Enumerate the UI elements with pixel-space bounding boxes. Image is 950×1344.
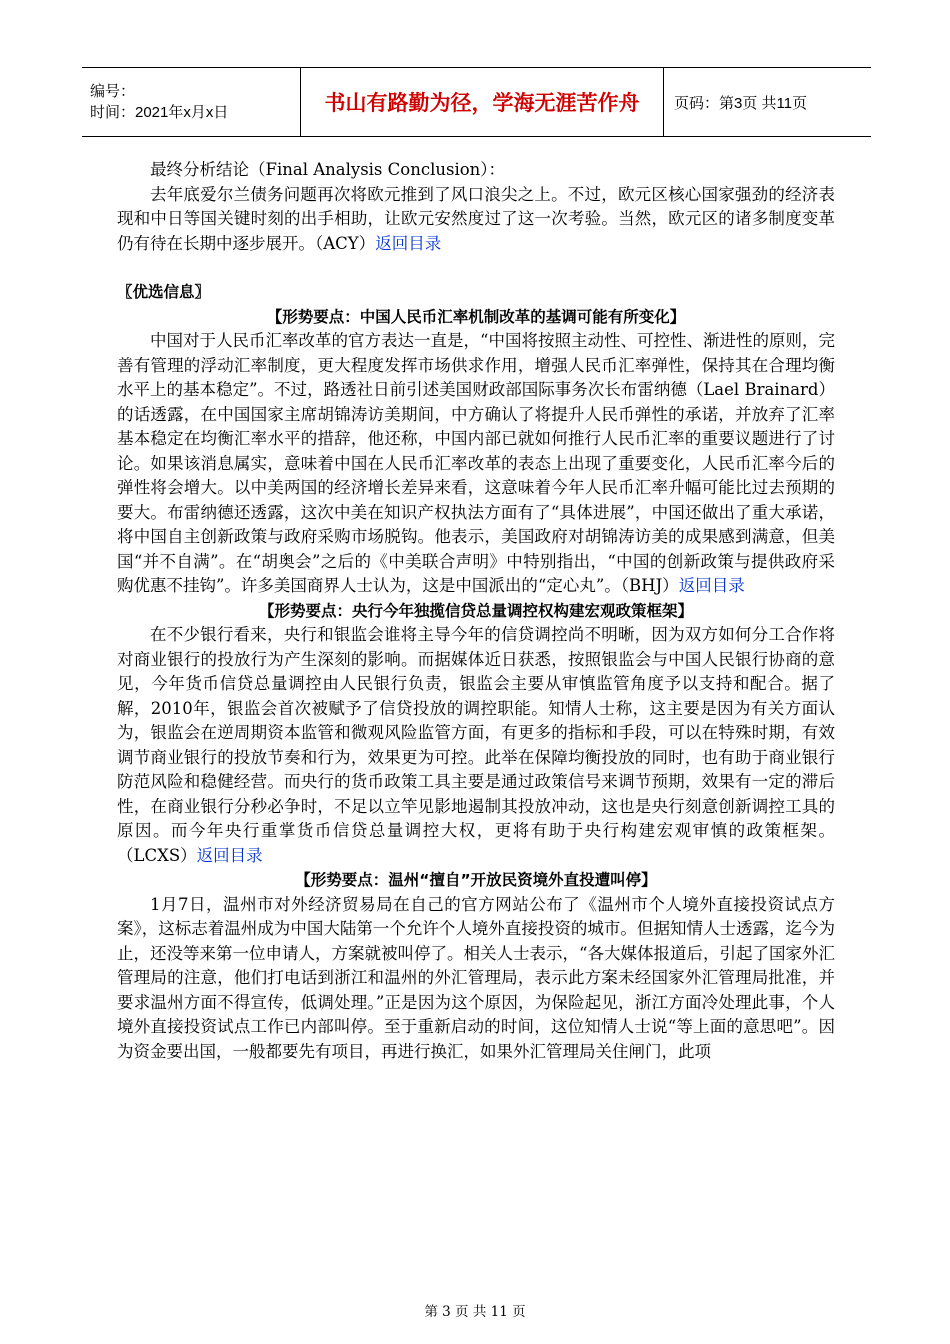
- document-body: [117, 158, 835, 1064]
- article-heading: 【形势要点：中国人民币汇率机制改革的基调可能有所变化】: [266, 307, 686, 326]
- back-to-toc-link[interactable]: 返回目录: [196, 845, 263, 865]
- article-paragraph: [117, 893, 835, 1065]
- header-page-info: 页码：第3页 共11页: [674, 94, 808, 112]
- article-paragraph: [117, 329, 835, 599]
- page-footer: 第 3 页 共 11 页: [424, 1304, 526, 1320]
- header-number-label: 编号：: [90, 83, 136, 100]
- article-heading: 【形势要点：央行今年独揽信贷总量调控权构建宏观政策框架】: [258, 601, 693, 620]
- section-title: 〖优选信息〗: [117, 283, 211, 301]
- header-motto: 书山有路勤为径，学海无涯苦作舟: [301, 68, 664, 136]
- spacer: [117, 256, 835, 280]
- article-heading: 【形势要点：温州“擅自”开放民资境外直投遭叫停】: [295, 871, 657, 889]
- conclusion-paragraph: [117, 183, 835, 257]
- header-info: [82, 68, 301, 136]
- back-to-toc-link[interactable]: 返回目录: [678, 576, 745, 595]
- conclusion-title: 最终分析结论（Final Analysis Conclusion）：: [150, 160, 506, 179]
- back-to-toc-link[interactable]: 返回目录: [375, 233, 442, 253]
- page-header: [82, 67, 871, 137]
- conclusion-body: 去年底爱尔兰债务问题再次将欧元推到了风口浪尖之上。不过，欧元区核心国家强劲的经济表现和中日等国关键时刻的出手相助，让欧元安然度过了这一次考验。当然，欧元区的诸多制度变革仍有待在长期中逐步展开。（ACY）: [117, 184, 835, 253]
- article-body: 在不少银行看来，央行和银监会谁将主导今年的信贷调控尚不明晰，因为双方如何分工合作将对商业银行的投放行为产生深刻的影响。而据媒体近日获悉，按照银监会与中国人民银行协商的意见，今年货币信贷总量调控由人民银行负责，银监会主要从审慎监管角度予以支持和配合。据了解，2010年，银监会首次被赋予了信贷投放的调控职能。知情人士称，这主要是因为有关方面认为，银监会在逆周期资本监管和微观风险监管方面，有更多的指标和手段，可以在特殊时期，有效调节商业银行的投放节奏和行为，效果更为可控。此举在保障均衡投放的同时，也有助于商业银行防范风险和稳健经营。而央行的货币政策工具主要是通过政策信号来调节预期，效果有一定的滞后性，在商业银行分秒必争时，不足以立竿见影地遏制其投放冲动，这也是央行刻意创新调控工具的原因。而今年央行重掌货币信贷总量调控大权，更将有助于央行构建宏观审慎的政策框架。（LCXS）: [117, 625, 835, 865]
- article-paragraph: [117, 623, 835, 868]
- header-time-label: 时间：2021年x月x日: [90, 104, 229, 121]
- article-body: 中国对于人民币汇率改革的官方表达一直是，“中国将按照主动性、可控性、渐进性的原则，完善有管理的浮动汇率制度，更大程度发挥市场供求作用，增强人民币汇率弹性，保持其在合理均衡水平上的基本稳定”。不过，路透社日前引述美国财政部国际事务次长布雷纳德（Lael Brainard）的话透露，在中国国家主席胡锦涛访美期间，中方确认了将提升人民币弹性的承诺，并放弃了汇率基本稳定在均衡汇率水平的措辞，他还称，中国内部已就如何推行人民币汇率的重要议题进行了讨论。如果该消息属实，意味着中国在人民币汇率改革的表态上出现了重要变化，人民币汇率今后的弹性将会增大。以中美两国的经济增长差异来看，这意味着今年人民币汇率升幅可能比过去预期的要大。布雷纳德还透露，这次中美在知识产权执法方面有了“具体进展”，中国还做出了重大承诺，将中国自主创新政策与政府采购市场脱钩。他表示，美国政府对胡锦涛访美的成果感到满意，但美国“并不自满”。在“胡奥会”之后的《中美联合声明》中特别指出，“中国的创新政策与提供政府采购优惠不挂钩”。许多美国商界人士认为，这是中国派出的“定心丸”。（BHJ）: [117, 331, 835, 595]
- article-body: 1月7日，温州市对外经济贸易局在自己的官方网站公布了《温州市个人境外直接投资试点方案》，这标志着温州成为中国大陆第一个允许个人境外直接投资的城市。但据知情人士透露，迄今为止，还没等来第一位申请人，方案就被叫停了。相关人士表示，“各大媒体报道后，引起了国家外汇管理局的注意，他们打电话到浙江和温州的外汇管理局，表示此方案未经国家外汇管理局批准，并要求温州方面不得宣传，低调处理。”正是因为这个原因，为保险起见，浙江方面冷处理此事，个人境外直接投资试点工作已内部叫停。至于重新启动的时间，这位知情人士说“等上面的意思吧”。因为资金要出国，一般都要先有项目，再进行换汇，如果外汇管理局关住闸门，此项: [117, 894, 835, 1061]
